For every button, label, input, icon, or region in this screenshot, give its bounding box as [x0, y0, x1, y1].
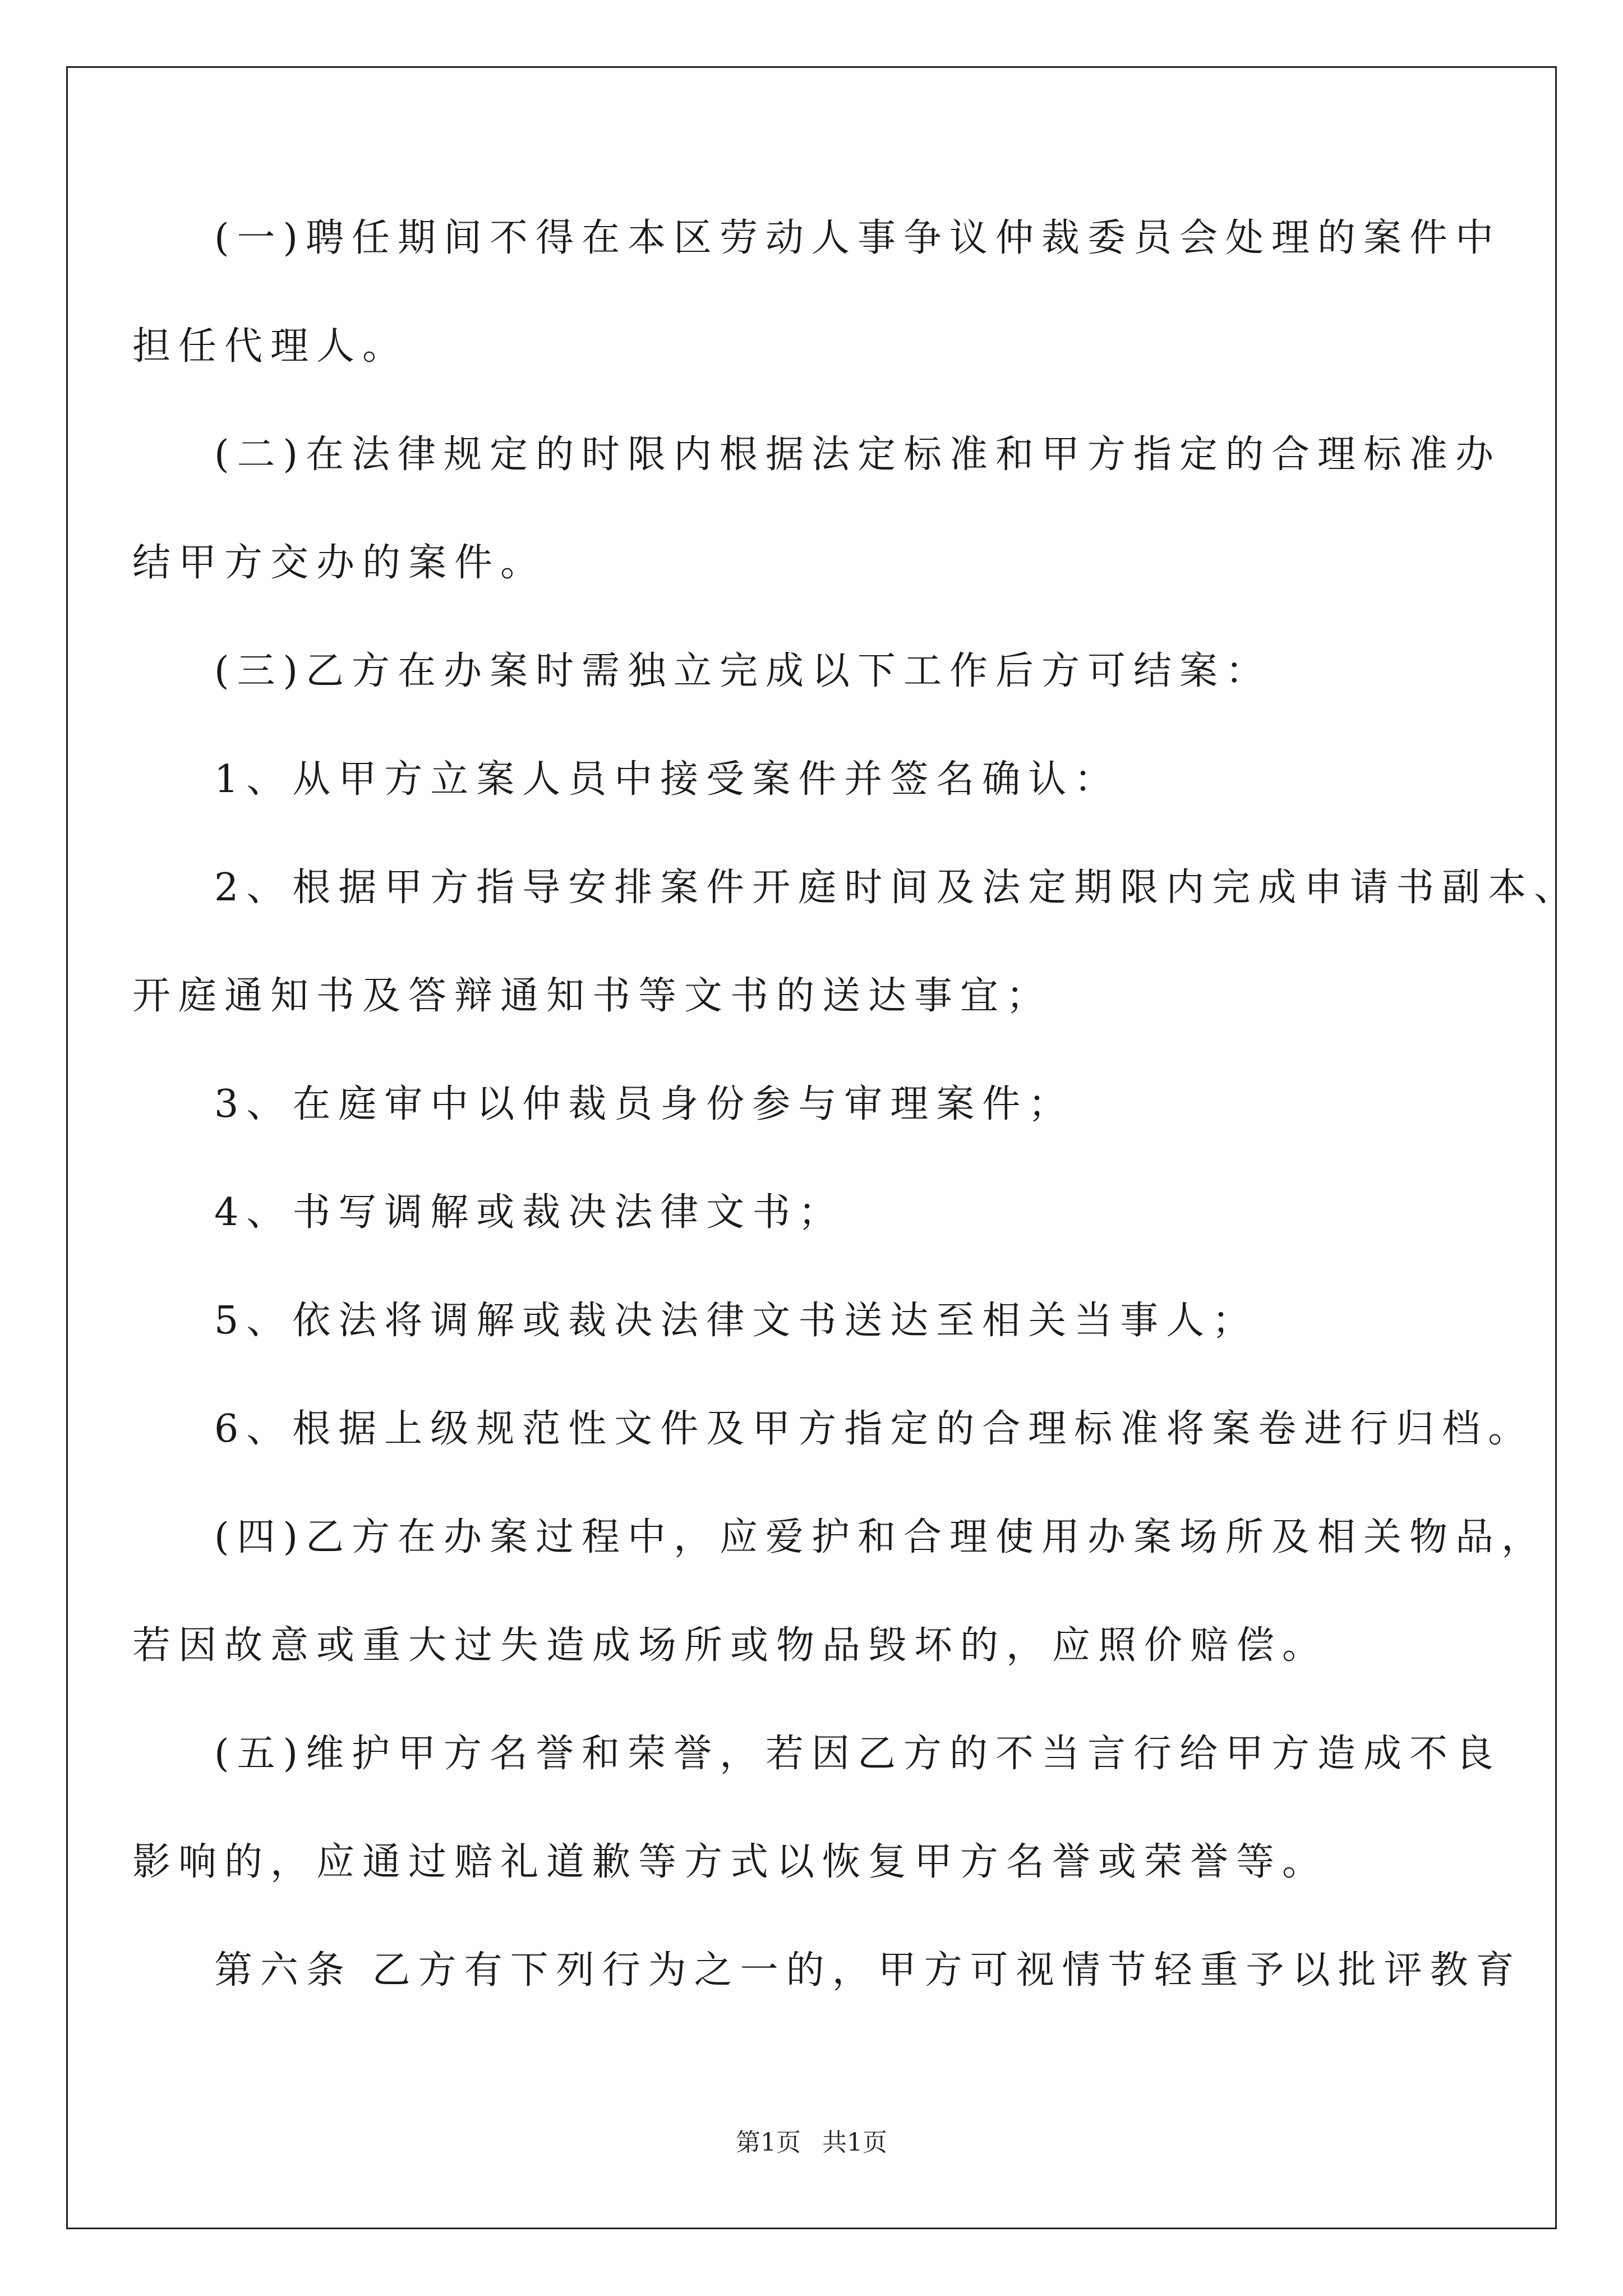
- paragraph-line: 1、从甲方立案人员中接受案件并签名确认：: [214, 757, 1121, 802]
- paragraph-line: 担任代理人。: [132, 324, 409, 369]
- paragraph-line: (一)聘任期间不得在本区劳动人事争议仲裁委员会处理的案件中: [214, 216, 1502, 260]
- paragraph-line: 4、书写调解或裁决法律文书；: [214, 1190, 845, 1235]
- paragraph-line: (三)乙方在办案时需独立完成以下工作后方可结案：: [214, 649, 1272, 693]
- paragraph-line: 开庭通知书及答辩通知书等文书的送达事宜；: [132, 974, 1053, 1018]
- page-border: [66, 66, 1557, 2229]
- paragraph-line: 影响的，应通过赔礼道歉等方式以恢复甲方名誉或荣誉等。: [132, 1840, 1329, 1884]
- paragraph-line: (五)维护甲方名誉和荣誉，若因乙方的不当言行给甲方造成不良: [214, 1732, 1502, 1776]
- paragraph-line: 若因故意或重大过失造成场所或物品毁坏的，应照价赔偿。: [132, 1623, 1329, 1668]
- paragraph-line: 结甲方交办的案件。: [132, 541, 547, 585]
- page-number: 第1页: [736, 2128, 801, 2157]
- paragraph-line: (四)乙方在办案过程中，应爱护和合理使用办案场所及相关物品，: [214, 1515, 1548, 1559]
- paragraph-line: 3、在庭审中以仲裁员身份参与审理案件；: [214, 1082, 1075, 1126]
- paragraph-line: 6、根据上级规范性文件及甲方指定的合理标准将案卷进行归档。: [214, 1407, 1534, 1451]
- page-total: 共1页: [822, 2128, 887, 2157]
- paragraph-line: 2、根据甲方指导安排案件开庭时间及法定期限内完成申请书副本、: [214, 866, 1580, 910]
- paragraph-line: (二)在法律规定的时限内根据法定标准和甲方指定的合理标准办: [214, 432, 1502, 477]
- paragraph-line: 第六条 乙方有下列行为之一的，甲方可视情节轻重予以批评教育: [214, 1948, 1522, 1993]
- paragraph-line: 5、依法将调解或裁决法律文书送达至相关当事人；: [214, 1299, 1258, 1343]
- page-footer: [0, 2126, 1623, 2160]
